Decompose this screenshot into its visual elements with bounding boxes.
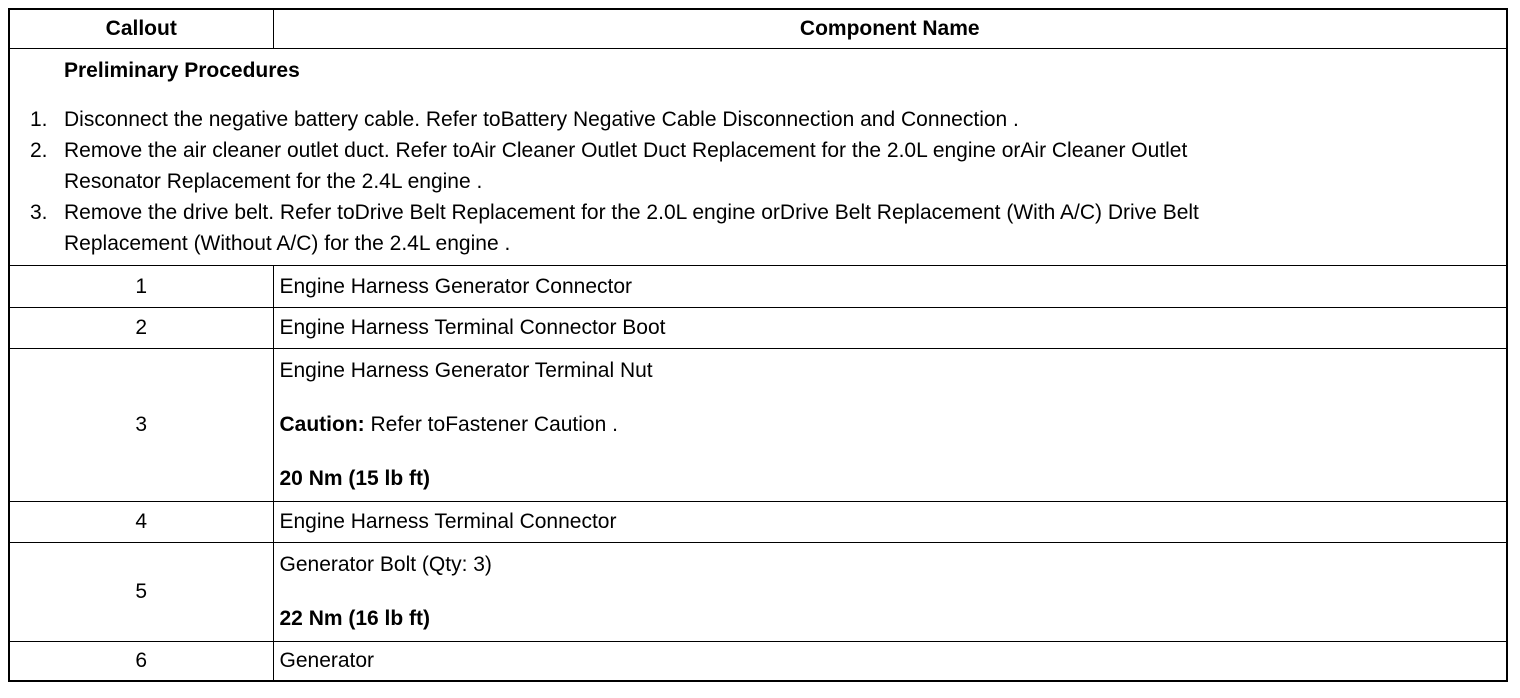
step-number: 3. [30,201,48,224]
callout-cell: 1 [9,266,273,308]
procedure-step [24,197,1494,259]
step-text [64,197,1494,259]
caution-label: Caution: [279,413,365,436]
step-text-line: Replacement (Without A/C) for the 2.4L engine . [64,232,511,255]
procedure-steps-list [24,104,1494,259]
table-row [9,308,1507,349]
component-name-text: Engine Harness Generator Terminal Nut [279,359,653,382]
callout-cell: 5 [9,543,273,642]
step-text-line: Resonator Replacement for the 2.4L engine . [64,170,483,193]
callout-cell: 4 [9,502,273,543]
table-row [9,266,1507,308]
callout-cell: 3 [9,349,273,502]
step-text-line: Remove the drive belt. Refer toDrive Belt Replacement for the 2.0L engine orDrive Belt Replacement (With A/C) Drive Belt [64,201,1199,224]
step-text [64,135,1494,197]
table-row [9,642,1507,682]
procedure-step [24,135,1494,197]
table-row [9,502,1507,543]
component-name-cell: Engine Harness Terminal Connector Boot [273,308,1507,349]
preliminary-procedures-row [9,49,1507,266]
table-row [9,543,1507,642]
callout-column-header: Callout [9,9,273,49]
callout-cell: 6 [9,642,273,682]
component-name-cell: Generator [273,642,1507,682]
component-name-column-header: Component Name [273,9,1507,49]
torque-spec: 20 Nm (15 lb ft) [279,467,431,490]
component-name-text: Generator Bolt (Qty: 3) [279,553,492,576]
component-name-cell: Engine Harness Terminal Connector [273,502,1507,543]
component-table-container [8,8,1506,682]
table-header-row [9,9,1507,49]
caution-note [280,412,1507,438]
step-number: 2. [30,139,48,162]
step-text [64,104,1494,135]
spacer [280,384,1507,412]
preliminary-procedures-cell [9,49,1507,266]
component-table [8,8,1508,682]
step-number: 1. [30,108,48,131]
torque-spec: 22 Nm (16 lb ft) [279,607,431,630]
spacer [280,578,1507,606]
component-name-cell [273,543,1507,642]
spacer [280,438,1507,466]
callout-cell: 2 [9,308,273,349]
step-text-line: Remove the air cleaner outlet duct. Refer toAir Cleaner Outlet Duct Replacement for the 2.0L engine orAir Cleaner Outlet [64,139,1188,162]
procedure-step [24,104,1494,135]
caution-text: Refer toFastener Caution . [364,413,618,436]
component-name-cell: Engine Harness Generator Connector [273,266,1507,308]
table-row [9,349,1507,502]
preliminary-procedures-title: Preliminary Procedures [64,59,300,82]
component-name-cell [273,349,1507,502]
step-text-line: Disconnect the negative battery cable. Refer toBattery Negative Cable Disconnection and Connection . [64,108,1019,131]
